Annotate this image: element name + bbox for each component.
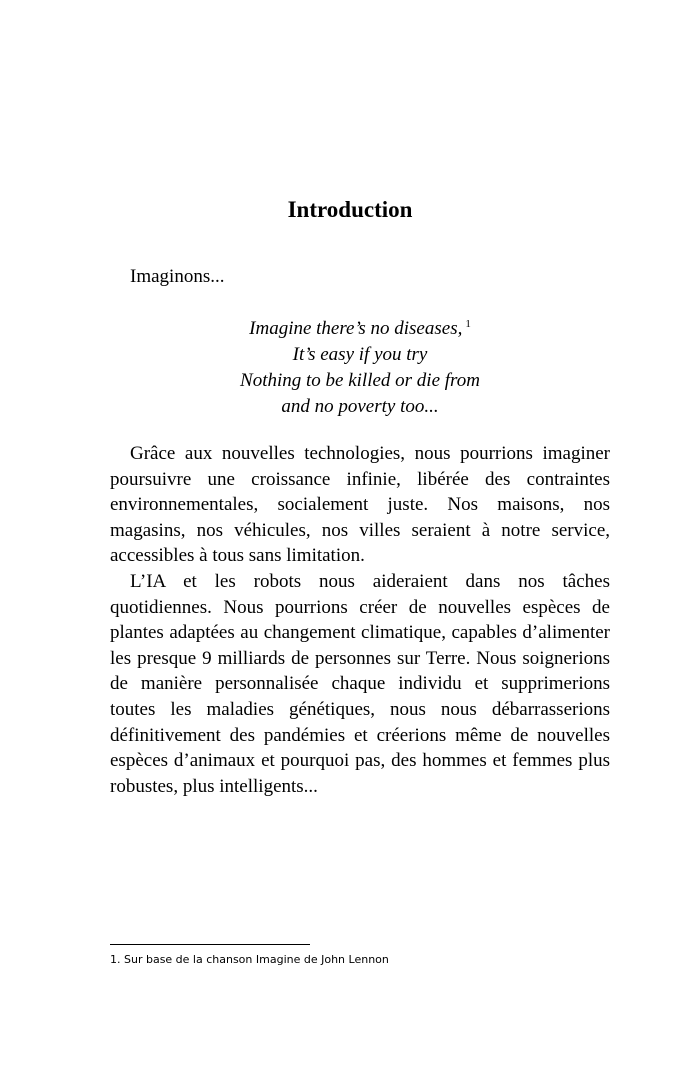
poem-line: and no poverty too... [281,396,439,417]
poem-line: It’s easy if you try [292,344,428,365]
poem-line [210,316,510,342]
poem-line: Nothing to be killed or die from [240,370,480,391]
footnote-divider [110,944,310,945]
body-text [110,441,610,799]
footnote-marker[interactable]: 1 [465,317,471,330]
poem-quote [210,316,510,420]
poem-line-text: Imagine there’s no diseases, [249,318,463,339]
intro-line: Imaginons... [130,266,225,287]
paragraph: L’IA et les robots nous aideraient dans nos tâches quotidiennes. Nous pourrions créer de nouvelles espèces de plantes adaptées au changement climatique, capables d’alimenter les presque 9 milliards de personnes sur Terre. Nous soignerions de manière personnalisée chaque individu et supprimerions toutes les maladies génétiques, nous nous débarrasserions définitivement des pandémies et créerions même de nouvelles espèces d’animaux et pourquoi pas, des hommes et femmes plus robustes, plus intelligents... [110,570,610,797]
paragraph: Grâce aux nouvelles technologies, nous pourrions imaginer poursuivre une croissance infinie, libérée des contraintes environnementales, socialement juste. Nos maisons, nos magasins, nos véhicules, nos villes seraient à notre service, accessibles à tous sans limitation. [110,443,610,567]
footnote: 1. Sur base de la chanson Imagine de John Lennon [110,953,389,966]
chapter-title: Introduction [287,197,413,222]
